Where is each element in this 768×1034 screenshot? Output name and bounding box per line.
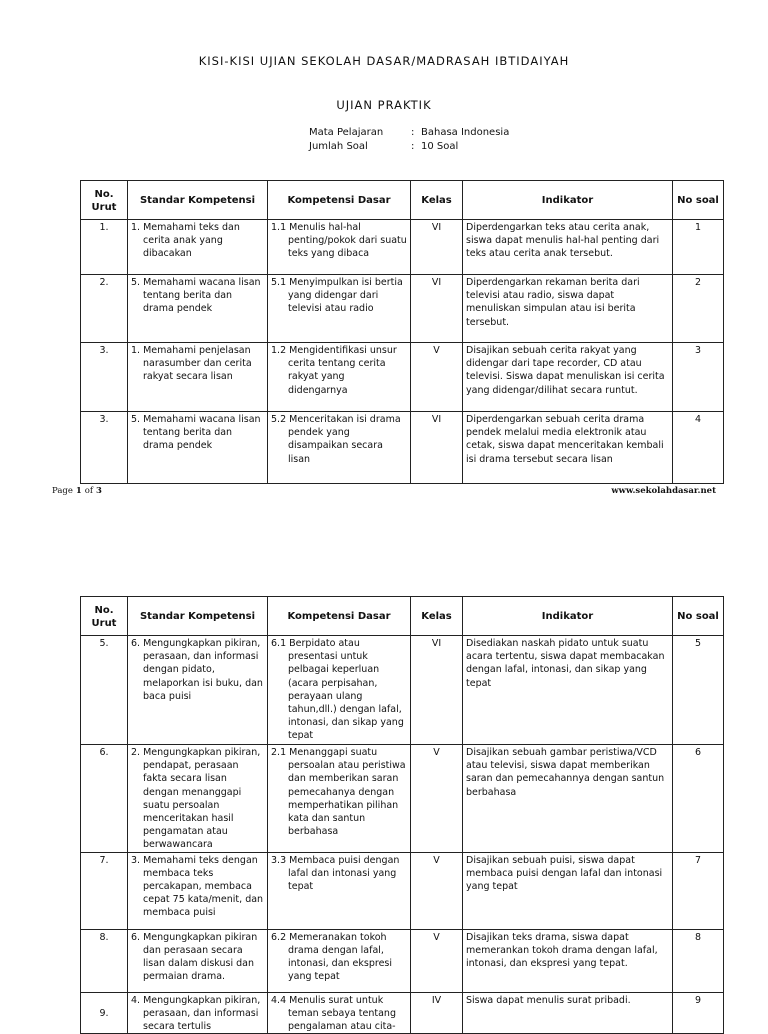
cell-kelas: V [411, 852, 463, 929]
sk-text: Memahami penjelasan narasumber dan cerita rakyat secara lisan [143, 345, 252, 383]
cell-kelas: V [411, 343, 463, 412]
cell-standar [128, 412, 268, 484]
cell-standar [128, 992, 268, 1034]
sk-number: 3. [131, 854, 141, 866]
sk-text: Memahami wacana lisan tentang berita dan drama pendek [143, 414, 261, 452]
cell-standar [128, 929, 268, 992]
cell-indikator: Siswa dapat menulis surat pribadi. [463, 992, 673, 1034]
table-row [81, 343, 724, 412]
cell-no: 5. [81, 636, 128, 745]
website-link[interactable]: www.sekolahdasar.net [611, 486, 716, 496]
kd-number: 4.4 [271, 994, 287, 1006]
cell-no: 7. [81, 852, 128, 929]
cell-standar [128, 745, 268, 853]
header-no-urut: No. Urut [81, 597, 128, 636]
cell-indikator: Diperdengarkan rekaman berita dari televisi atau radio, siswa dapat menuliskan simpulan atau isi berita tersebut. [463, 275, 673, 343]
header-no-soal: No soal [673, 597, 724, 636]
sk-number: 4. [131, 994, 141, 1006]
table-row [81, 636, 724, 745]
document-title: KISI-KISI UJIAN SEKOLAH DASAR/MADRASAH IBTIDAIYAH [198, 54, 570, 68]
kd-number: 6.1 [271, 638, 287, 649]
cell-indikator: Disajikan sebuah cerita rakyat yang didengar dari tape recorder, CD atau televisi. Siswa dapat menuliskan isi cerita yang didengar/dilihat secara runtut. [463, 343, 673, 412]
cell-no: 9. [81, 992, 128, 1034]
kd-number: 5.1 [271, 277, 287, 288]
cell-indikator: Disajikan sebuah gambar peristiwa/VCD atau televisi, siswa dapat memberikan saran dan pemecahannya dengan santun berbahasa [463, 745, 673, 853]
cell-kompetensi [268, 852, 411, 929]
sk-text: Memahami teks dan cerita anak yang dibacakan [143, 222, 240, 260]
of-word: of [84, 486, 94, 496]
table-row [81, 929, 724, 992]
cell-kompetensi [268, 745, 411, 853]
meta-row-subject [309, 126, 509, 140]
kd-text: Menulis surat untuk teman sebaya tentang pengalaman atau cita- [288, 994, 396, 1033]
cell-no-soal: 5 [673, 636, 724, 745]
page-indicator [52, 486, 102, 496]
cell-kompetensi [268, 275, 411, 343]
cell-no-soal: 8 [673, 929, 724, 992]
cell-no: 1. [81, 220, 128, 275]
cell-kompetensi [268, 929, 411, 992]
meta-value: Bahasa Indonesia [421, 127, 510, 138]
cell-standar [128, 636, 268, 745]
cell-kelas: V [411, 745, 463, 853]
header-no-urut: No. Urut [81, 181, 128, 220]
table-row [81, 852, 724, 929]
sk-text: Memahami wacana lisan tentang berita dan drama pendek [143, 277, 261, 315]
kisi-table-page-1 [80, 180, 724, 484]
cell-indikator: Disajikan sebuah puisi, siswa dapat membaca puisi dengan lafal dan intonasi yang tepat [463, 852, 673, 929]
page-total: 3 [95, 486, 102, 496]
cell-kompetensi [268, 220, 411, 275]
kd-text: Membaca puisi dengan lafal dan intonasi yang tepat [288, 854, 400, 893]
header-kelas: Kelas [411, 181, 463, 220]
page-number: 1 [75, 486, 82, 496]
cell-kelas: VI [411, 275, 463, 343]
header-indikator: Indikator [463, 181, 673, 220]
kd-number: 1.2 [271, 345, 287, 356]
cell-kelas: VI [411, 636, 463, 745]
kd-number: 3.3 [271, 854, 287, 866]
header-kompetensi-dasar: Kompetensi Dasar [268, 181, 411, 220]
sk-text: Mengungkapkan pikiran dan perasaan secara lisan dalam diskusi dan permaian drama. [143, 931, 258, 983]
kd-number: 2.1 [271, 747, 287, 758]
table-header-row [81, 181, 724, 220]
cell-no-soal: 4 [673, 412, 724, 484]
kd-number: 6.2 [271, 931, 287, 943]
kd-text: Menyimpulkan isi bertia yang didengar dari televisi atau radio [288, 277, 403, 315]
cell-indikator: Diperdengarkan teks atau cerita anak, siswa dapat menulis hal-hal penting dari teks atau cerita anak tersebut. [463, 220, 673, 275]
header-standar-kompetensi: Standar Kompetensi [128, 181, 268, 220]
header-standar-kompetensi: Standar Kompetensi [128, 597, 268, 636]
sk-number: 5. [131, 414, 141, 425]
table-row [81, 275, 724, 343]
sk-number: 1. [131, 345, 141, 356]
cell-no: 2. [81, 275, 128, 343]
cell-kelas: IV [411, 992, 463, 1034]
cell-no-soal: 2 [673, 275, 724, 343]
sk-number: 6. [131, 931, 141, 943]
sk-number: 2. [131, 747, 141, 758]
table-header-row [81, 597, 724, 636]
page-word: Page [52, 486, 73, 496]
meta-separator: : [411, 127, 415, 138]
meta-separator: : [411, 141, 415, 152]
cell-no: 6. [81, 745, 128, 853]
table-row [81, 992, 724, 1034]
kd-number: 1.1 [271, 222, 287, 233]
header-no-soal: No soal [673, 181, 724, 220]
cell-standar [128, 275, 268, 343]
cell-no: 8. [81, 929, 128, 992]
cell-no-soal: 9 [673, 992, 724, 1034]
meta-label: Mata Pelajaran [309, 127, 384, 138]
cell-no-soal: 3 [673, 343, 724, 412]
document-subtitle: UJIAN PRAKTIK [336, 98, 432, 112]
table-row [81, 412, 724, 484]
cell-no: 3. [81, 343, 128, 412]
table-row [81, 220, 724, 275]
cell-no-soal: 6 [673, 745, 724, 853]
sk-text: Mengungkapkan pikiran, pendapat, perasaan fakta secara lisan dengan menanggapi suatu persoalan menceritakan hasil pengamatan atau berwawancara [143, 747, 261, 851]
header-indikator: Indikator [463, 597, 673, 636]
kd-text: Memeranakan tokoh drama dengan lafal, intonasi, dan ekspresi yang tepat [288, 931, 393, 983]
meta-value: 10 Soal [421, 141, 459, 152]
cell-standar [128, 220, 268, 275]
sk-text: Mengungkapkan pikiran, perasaan, dan informasi dengan pidato, melaporkan isi buku, dan baca puisi [143, 638, 263, 702]
sk-number: 6. [131, 638, 141, 649]
cell-kompetensi [268, 636, 411, 745]
table-row [81, 745, 724, 853]
cell-kompetensi [268, 992, 411, 1034]
cell-no: 3. [81, 412, 128, 484]
cell-kelas: V [411, 929, 463, 992]
kd-number: 5.2 [271, 414, 287, 425]
cell-kelas: VI [411, 220, 463, 275]
kd-text: Menulis hal-hal penting/pokok dari suatu teks yang dibaca [288, 222, 407, 260]
cell-kelas: VI [411, 412, 463, 484]
kisi-table-page-2 [80, 596, 724, 1034]
cell-standar [128, 343, 268, 412]
sk-number: 1. [131, 222, 141, 233]
meta-row-count [309, 140, 509, 154]
kd-text: Berpidato atau presentasi untuk pelbagai keperluan (acara perpisahan, perayaan ulang tahun,dll.) dengan lafal, intonasi, dan sikap yang tepat [288, 638, 404, 742]
sk-text: Mengungkapkan pikiran, perasaan, dan informasi secara tertulis [143, 994, 261, 1033]
cell-no-soal: 7 [673, 852, 724, 929]
meta-label: Jumlah Soal [309, 141, 368, 152]
cell-indikator: Disediakan naskah pidato untuk suatu acara tertentu, siswa dapat membacakan dengan lafal, intonasi, dan sikap yang tepat [463, 636, 673, 745]
kd-text: Mengidentifikasi unsur cerita tentang cerita rakyat yang didengarnya [288, 345, 397, 396]
kd-text: Menceritakan isi drama pendek yang disampaikan secara lisan [288, 414, 401, 465]
cell-kompetensi [268, 343, 411, 412]
sk-text: Memahami teks dengan membaca teks percakapan, membaca cepat 75 kata/menit, dan membaca puisi [143, 854, 264, 919]
header-kompetensi-dasar: Kompetensi Dasar [268, 597, 411, 636]
cell-no-soal: 1 [673, 220, 724, 275]
cell-standar [128, 852, 268, 929]
kd-text: Menanggapi suatu persoalan atau peristiwa dan memberikan saran pemecahanya dengan memperhatikan pilihan kata dan santun berbahasa [288, 747, 406, 838]
header-kelas: Kelas [411, 597, 463, 636]
cell-indikator: Disajikan teks drama, siswa dapat memerankan tokoh drama dengan lafal, intonasi, dan ekspresi yang tepat. [463, 929, 673, 992]
cell-indikator: Diperdengarkan sebuah cerita drama pendek melalui media elektronik atau cetak, siswa dapat menceritakan kembali isi drama tersebut secara lisan [463, 412, 673, 484]
sk-number: 5. [131, 277, 141, 288]
meta-info [309, 126, 509, 154]
cell-kompetensi [268, 412, 411, 484]
